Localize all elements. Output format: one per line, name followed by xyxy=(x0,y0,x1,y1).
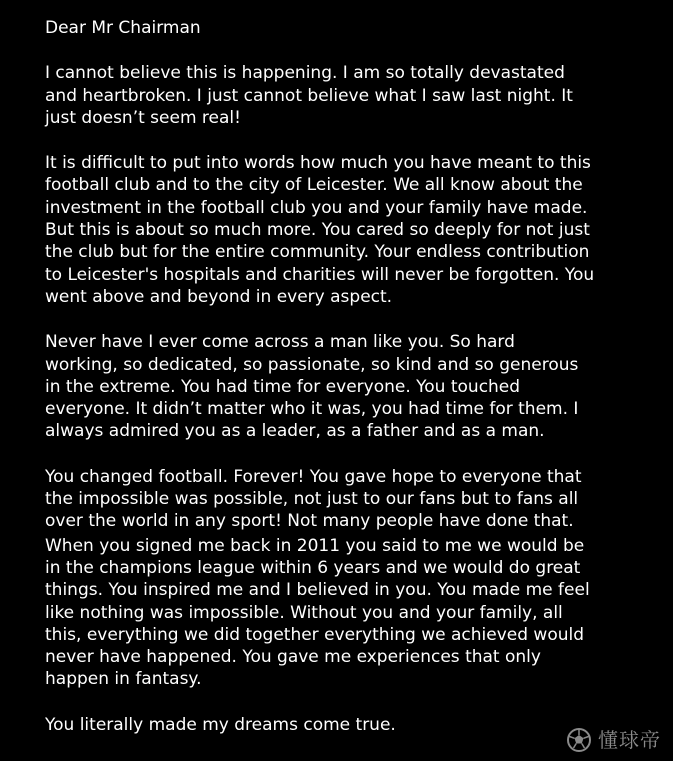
text-line: Never have I ever come across a man like you. So hard xyxy=(45,332,515,353)
text-line: things. You inspired me and I believed in you. You made me feel xyxy=(45,580,590,601)
text-line: always admired you as a leader, as a father and as a man. xyxy=(45,421,545,442)
text-line: You literally made my dreams come true. xyxy=(45,714,396,735)
text-line: investment in the football club you and your family have made. xyxy=(45,197,588,218)
paragraph xyxy=(45,714,645,736)
text-line: When you signed me back in 2011 you said to me we would be xyxy=(45,535,585,556)
paragraph xyxy=(45,535,645,691)
watermark-text: 懂球帝 xyxy=(598,727,661,752)
text-line: the club but for the entire community. Your endless contribution xyxy=(45,242,590,263)
text-line: in the champions league within 6 years and we would do great xyxy=(45,557,581,578)
paragraph xyxy=(45,331,645,442)
paragraph xyxy=(45,62,645,129)
text-line: But this is about so much more. You cared so deeply for not just xyxy=(45,220,590,241)
text-line: the impossible was possible, not just to our fans but to fans all xyxy=(45,489,579,510)
text-line: and heartbroken. I just cannot believe what I saw last night. It xyxy=(45,85,573,106)
text-line: You changed football. Forever! You gave hope to everyone that xyxy=(45,466,582,487)
text-line: everyone. It didn’t matter who it was, you had time for them. I xyxy=(45,399,579,420)
text-line: to Leicester's hospitals and charities will never be forgotten. You xyxy=(45,264,595,285)
soccer-ball-icon xyxy=(566,727,592,753)
text-line: working, so dedicated, so passionate, so kind and so generous xyxy=(45,354,579,375)
watermark xyxy=(566,727,661,753)
text-line: football club and to the city of Leicester. We all know about the xyxy=(45,175,583,196)
text-line: this, everything we did together everything we achieved would xyxy=(45,624,585,645)
letter xyxy=(45,17,645,759)
text-line: just doesn’t seem real! xyxy=(45,107,241,128)
text-line: over the world in any sport! Not many people have done that. xyxy=(45,511,574,532)
paragraph xyxy=(45,152,645,308)
text-line: happen in fantasy. xyxy=(45,669,202,690)
text-line: I cannot believe this is happening. I am so totally devastated xyxy=(45,63,565,84)
letter-greeting: Dear Mr Chairman xyxy=(45,18,201,38)
text-line: in the extreme. You had time for everyone. You touched xyxy=(45,376,521,397)
text-line: went above and beyond in every aspect. xyxy=(45,286,393,307)
text-line: like nothing was impossible. Without you and your family, all xyxy=(45,602,563,623)
text-line: never have happened. You gave me experiences that only xyxy=(45,647,541,668)
text-line: It is difficult to put into words how much you have meant to this xyxy=(45,153,591,174)
paragraph xyxy=(45,466,645,533)
